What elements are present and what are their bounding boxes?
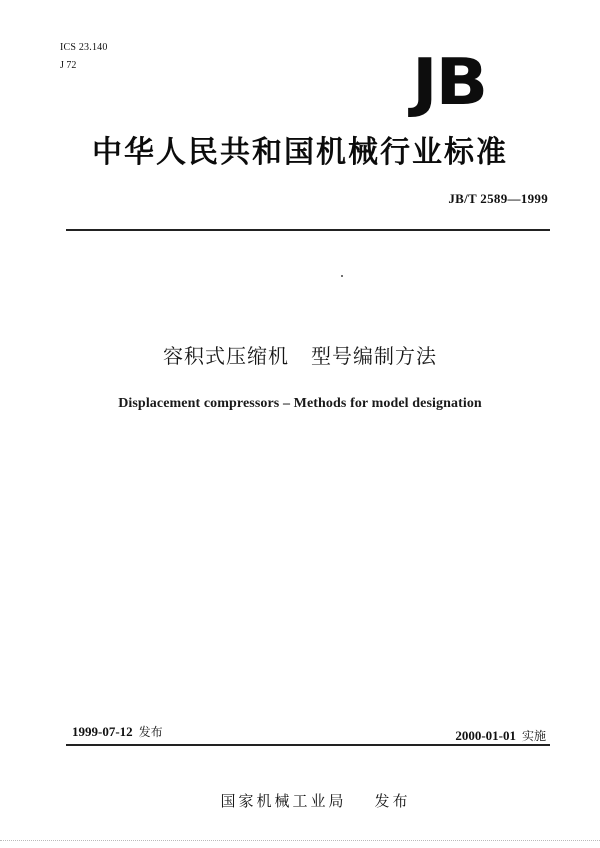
document-title-english: Displacement compressors – Methods for model designation — [118, 396, 482, 411]
issue-label: 发布 — [138, 725, 163, 739]
issue-date-block — [72, 723, 163, 740]
implementation-date: 2000-01-01 — [455, 728, 516, 743]
issuer-action: 发布 — [374, 792, 411, 810]
document-title-chinese: 容积式压缩机 型号编制方法 — [162, 344, 438, 368]
implementation-date-block — [455, 727, 546, 744]
issue-date: 1999-07-12 — [72, 724, 133, 739]
ics-code: ICS 23.140 — [60, 42, 108, 53]
issuer-name: 国家机械工业局 — [220, 792, 347, 810]
implementation-label: 实施 — [521, 729, 546, 743]
top-divider — [66, 229, 550, 231]
bottom-divider — [66, 744, 550, 746]
jb-logo: JB — [412, 46, 487, 120]
issuing-authority — [0, 772, 600, 829]
organization-title: 中华人民共和国机械行业标准 — [92, 135, 508, 170]
standard-number: JB/T 2589—1999 — [448, 191, 548, 206]
scan-speck — [341, 275, 343, 277]
scan-edge-line — [0, 840, 600, 841]
clc-code: J 72 — [60, 60, 77, 71]
